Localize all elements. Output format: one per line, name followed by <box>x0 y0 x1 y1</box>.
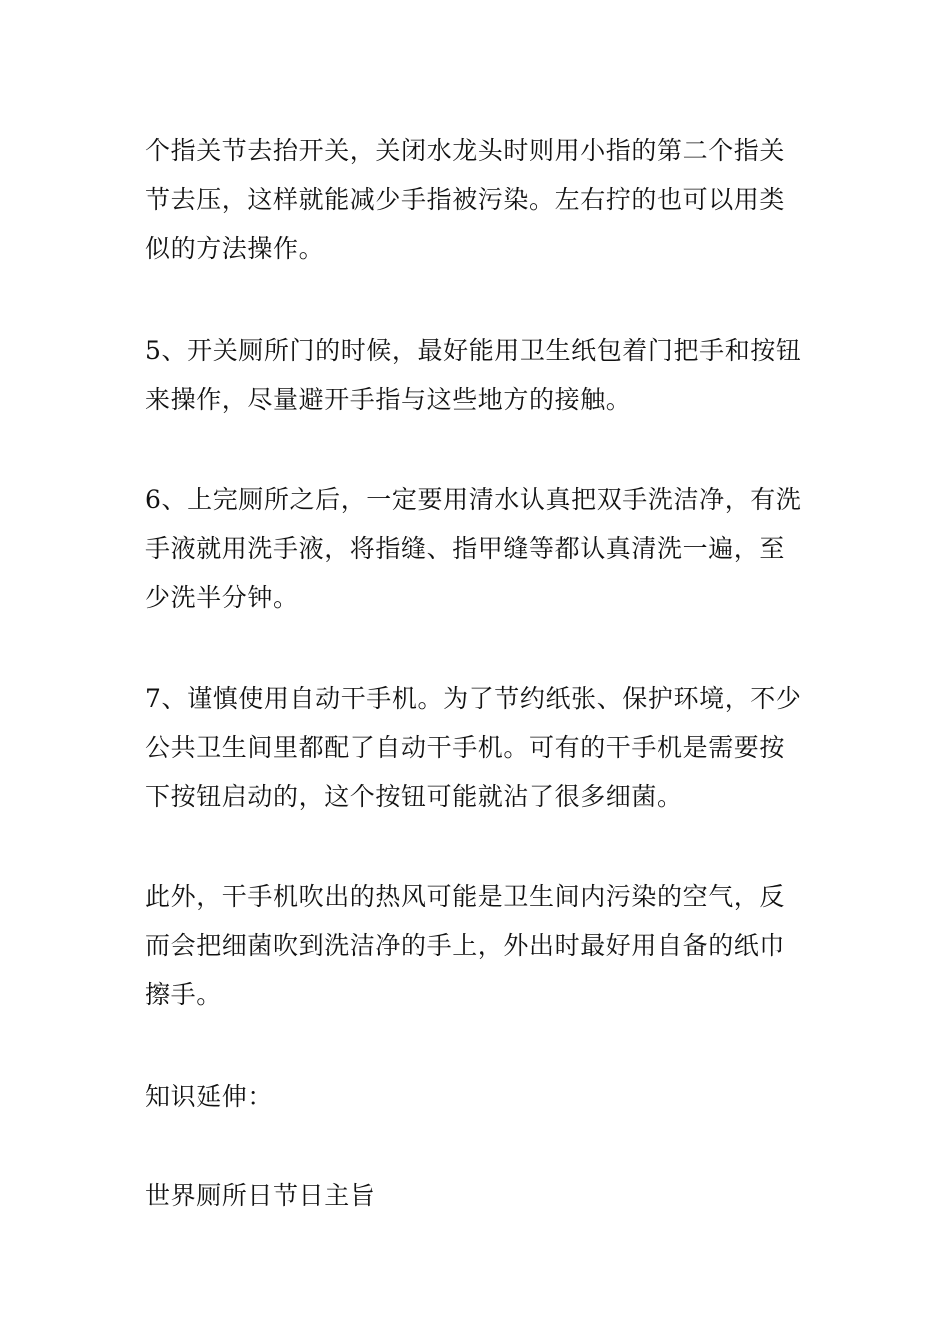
paragraph-faucet-tip <box>145 126 810 273</box>
section-heading-knowledge <box>145 1072 810 1121</box>
text-line: 下按钮启动的，这个按钮可能就沾了很多细菌。 <box>145 782 683 811</box>
text-line: 似的方法操作。 <box>145 234 325 263</box>
text-line: 知识延伸： <box>145 1082 274 1111</box>
text-line: 节去压，这样就能减少手指被污染。左右拧的也可以用类 <box>145 185 786 214</box>
paragraph-tip-6 <box>145 475 810 622</box>
text-line: 来操作，尽量避开手指与这些地方的接触。 <box>145 385 632 414</box>
text-line: 5、开关厕所门的时候，最好能用卫生纸包着门把手和按钮 <box>145 336 802 365</box>
paragraph-tip-7 <box>145 674 810 821</box>
text-line: 个指关节去抬开关，关闭水龙头时则用小指的第二个指关 <box>145 136 786 165</box>
text-line: 手液就用洗手液，将指缝、指甲缝等都认真清洗一遍，至 <box>145 534 786 563</box>
text-line: 此外，干手机吹出的热风可能是卫生间内污染的空气，反 <box>145 882 786 911</box>
text-line: 少洗半分钟。 <box>145 583 299 612</box>
text-line: 公共卫生间里都配了自动干手机。可有的干手机是需要按 <box>145 733 786 762</box>
paragraph-hand-dryer <box>145 872 810 1019</box>
text-line: 而会把细菌吹到洗洁净的手上，外出时最好用自备的纸巾 <box>145 931 786 960</box>
text-line: 世界厕所日节日主旨 <box>145 1181 376 1210</box>
text-line: 擦手。 <box>145 980 222 1009</box>
text-line: 7、谨慎使用自动干手机。为了节约纸张、保护环境，不少 <box>145 684 802 713</box>
paragraph-tip-5 <box>145 326 810 424</box>
section-heading-theme <box>145 1171 810 1220</box>
text-line: 6、上完厕所之后，一定要用清水认真把双手洗洁净，有洗 <box>145 485 802 514</box>
